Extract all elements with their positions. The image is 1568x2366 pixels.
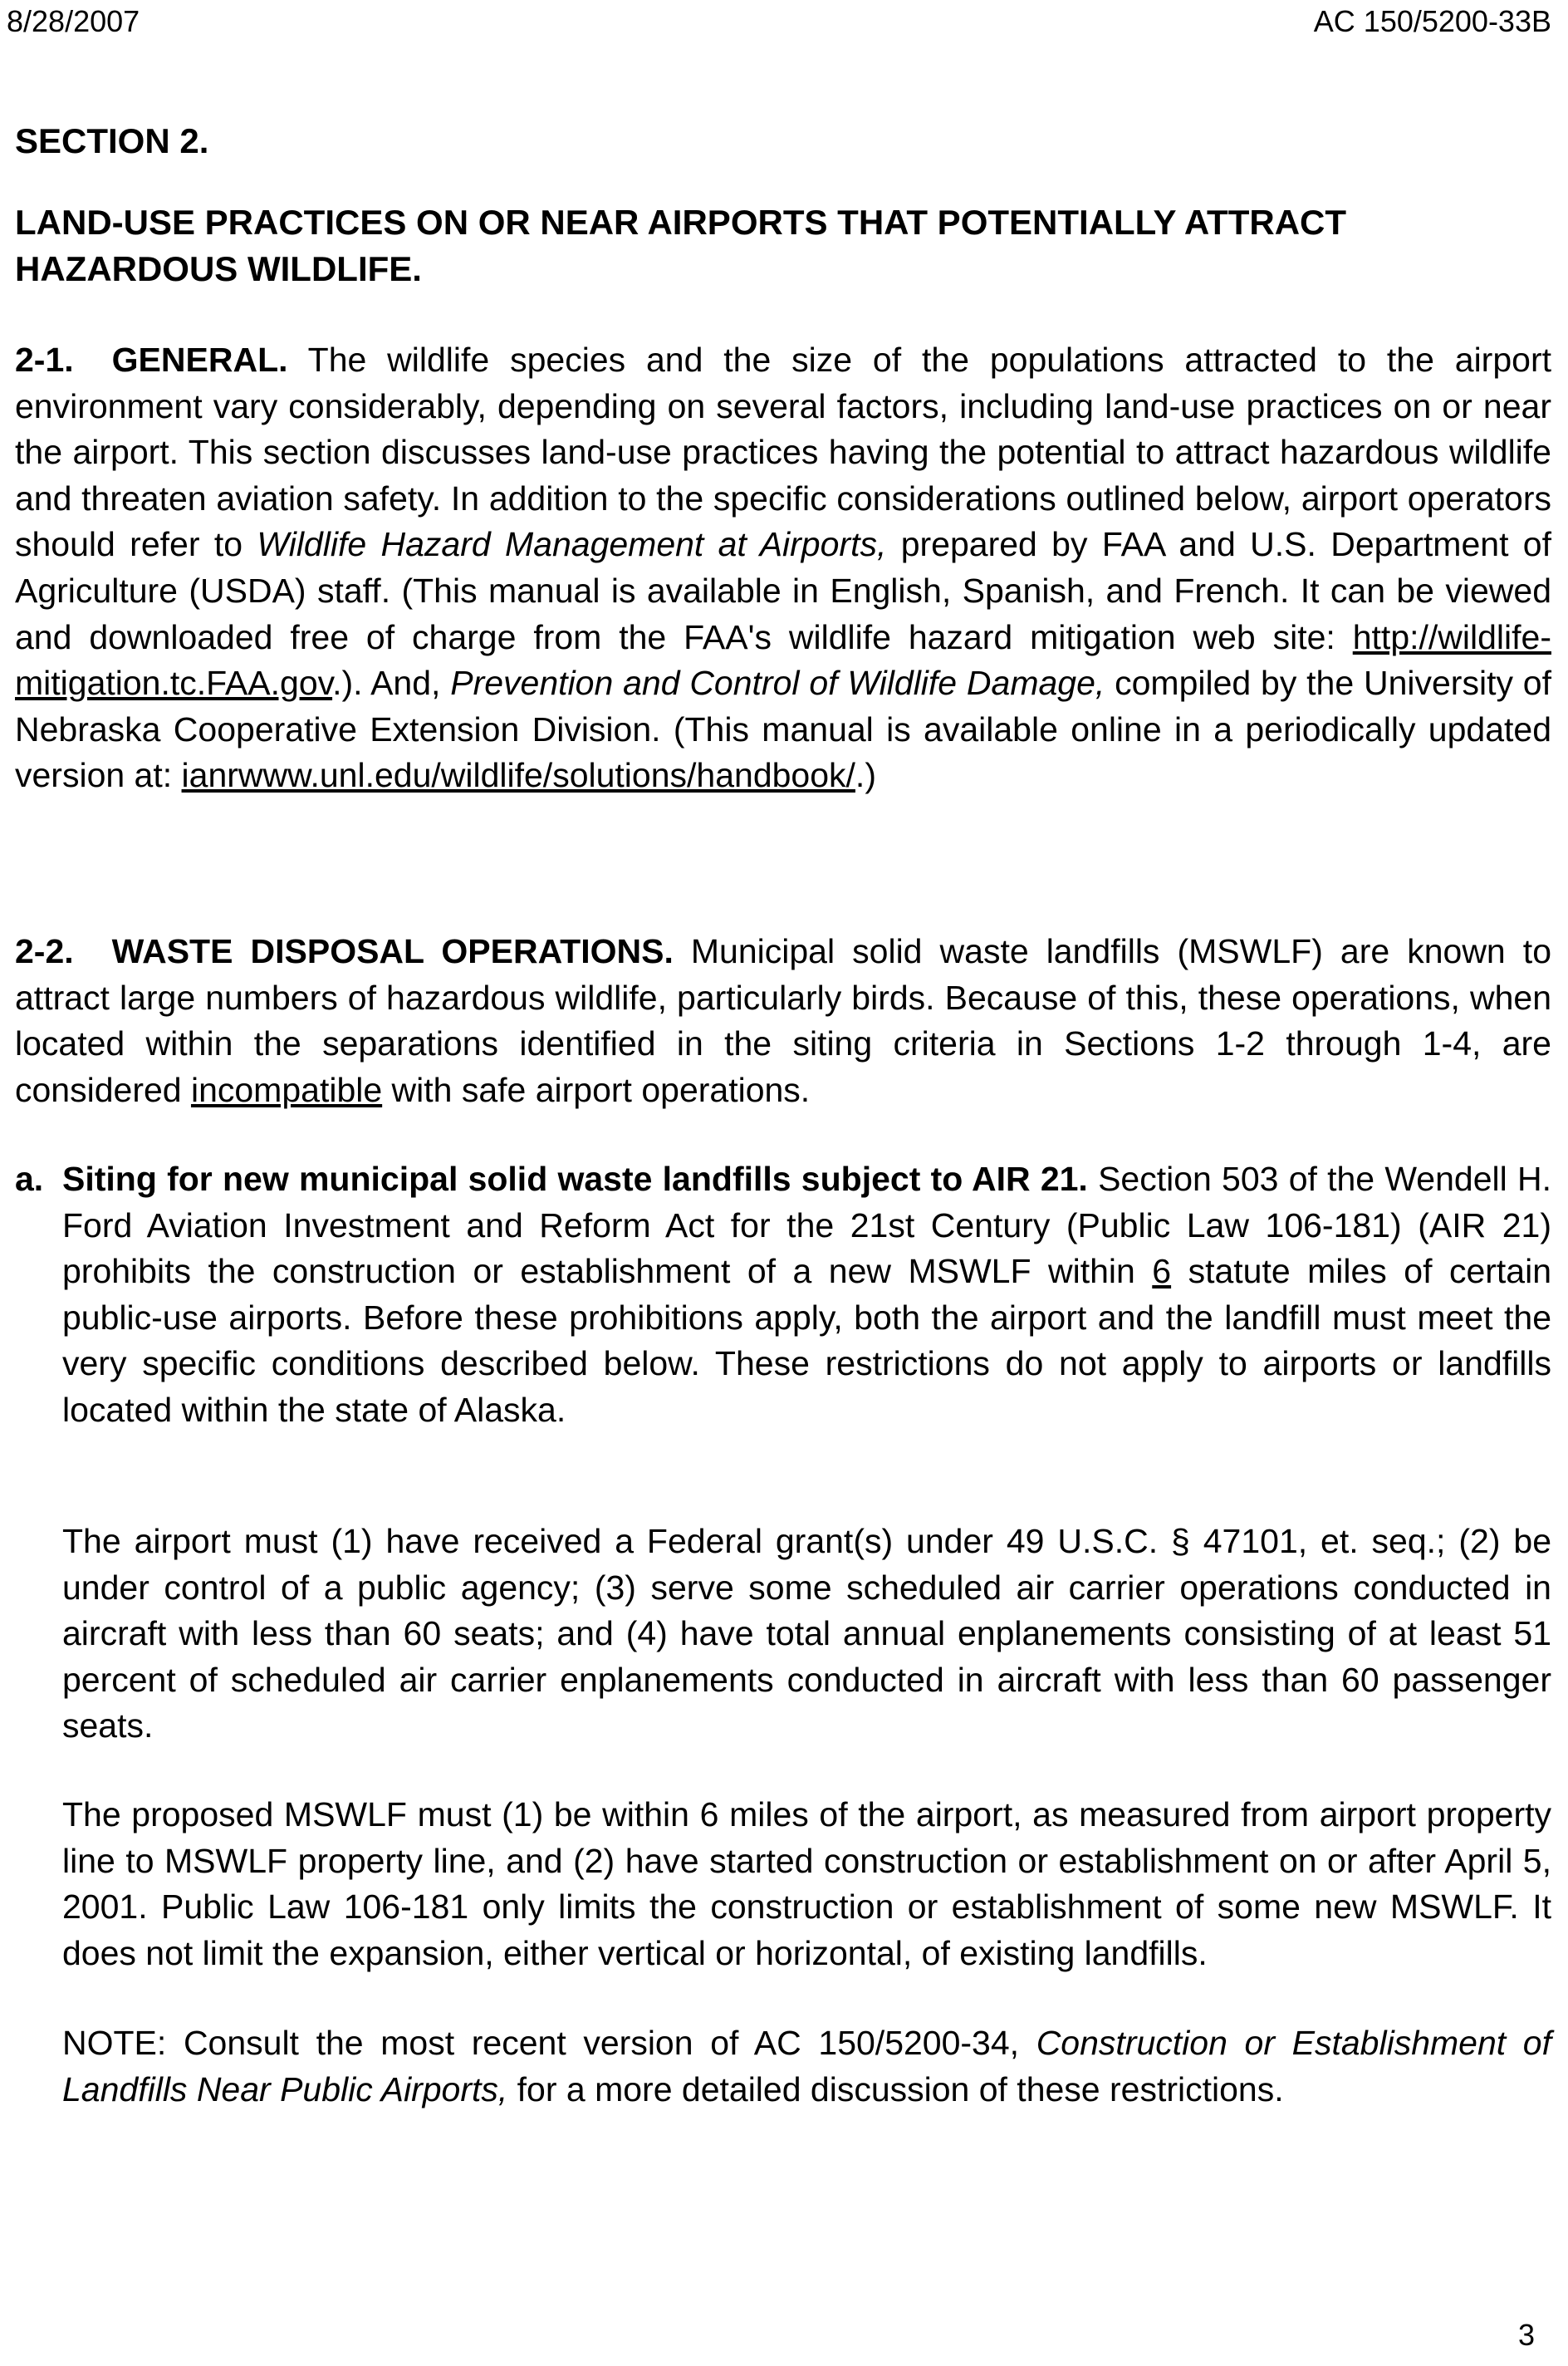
paragraph-text: .) [855, 756, 876, 795]
landfill-conditions-paragraph: The proposed MSWLF must (1) be within 6 miles of the airport, as measured from airport property line to MSWLF property line, and (2) have started construction or establishment on or after April 5, 2001. Public Law 106-181 only limits the construction or establishment of some new MSWLF. It does not limit the expansion, either vertical or horizontal, of existing landfills. [62, 1795, 1551, 1972]
paragraph-number: 2-1. [15, 341, 74, 379]
section-title: LAND-USE PRACTICES ON OR NEAR AIRPORTS THAT POTENTIALLY ATTRACT HAZARDOUS WILDLIFE. [15, 203, 1347, 288]
paragraph-text: compiled by the University of Nebraska Cooperative Extension Division. (This manual is available online in a periodically updated version at: [15, 664, 1551, 795]
item-body [62, 1156, 1551, 1434]
item-text: statute miles of certain public-use airports. Before these prohibitions apply, both the airport and the landfill must meet the very specific conditions described below. These restrictions do not apply to airports or landfills located within the state of Alaska. [62, 1252, 1551, 1429]
mitigation-website-link[interactable]: http://wildlife-mitigation.tc.FAA.gov [15, 617, 1551, 703]
paragraph-text: The wildlife species and the size of the populations attracted to the airport environment vary considerably, depending on several factors, including land-use practices on or near the airport. This section discusses land-use practices having the potential to attract hazardous wildlife and threaten aviation safety. In addition to the specific considerations outlined below, airport operators should refer to [15, 341, 1551, 564]
paragraph-text: .). And, [332, 664, 451, 703]
airport-conditions-paragraph: The airport must (1) have received a Federal grant(s) under 49 U.S.C. § 47101, et. seq.; (2) be under control of a public agency; (3) serve some scheduled air carrier operations conducted in aircraft with less than 60 seats; and (4) have total annual enplanements consisting of at least 51 percent of scheduled air carrier enplanements conducted in aircraft with less than 60 passenger seats. [62, 1522, 1551, 1745]
paragraph-2-1-general [15, 337, 1551, 902]
paragraph-number: 2-2. [15, 932, 74, 970]
item-text: Section 503 of the Wendell H. Ford Aviation Investment and Reform Act for the 21st Century (Public Law 106-181) (AIR 21) prohibits the construction or establishment of a new MSWLF within [62, 1160, 1551, 1291]
paragraph-heading: GENERAL. [111, 341, 288, 379]
paragraph-text: prepared by FAA and U.S. Department of Agriculture (USDA) staff. (This manual is available in English, Spanish, and French. It can be viewed and downloaded free of charge from the FAA's wildlife hazard mitigation web site: [15, 525, 1551, 656]
miles-value: 6 [1152, 1252, 1172, 1291]
emphasized-word: incompatible [190, 1070, 383, 1109]
note-text: for a more detailed discussion of these restrictions. [507, 2069, 1284, 2108]
handbook-link[interactable]: ianrwww.unl.edu/wildlife/solutions/handbook/ [181, 756, 855, 795]
reference-title: Wildlife Hazard Management at Airports, [257, 525, 887, 564]
page-number: 3 [1517, 2318, 1535, 2352]
header-date: 8/28/2007 [7, 4, 140, 38]
note-reference-title: Construction or Establishment of Landfills Near Public Airports, [62, 2024, 1551, 2108]
paragraph-text: Municipal solid waste landfills (MSWLF) are known to attract large numbers of hazardous wildlife, particularly birds. Because of this, these operations, when located within the separations identified in the siting criteria in Sections 1-2 through 1-4, are considered [15, 932, 1551, 1109]
header-document-id: AC 150/5200-33B [1313, 4, 1551, 38]
paragraph-2-2-waste-disposal [15, 929, 1551, 1120]
reference-title: Prevention and Control of Wildlife Damage, [450, 664, 1105, 703]
item-heading: Siting for new municipal solid waste landfills subject to AIR 21. [62, 1160, 1088, 1198]
item-a-siting [15, 1156, 1551, 1434]
note-text: NOTE: Consult the most recent version of AC 150/5200-34, [62, 2024, 1036, 2062]
section-label: SECTION 2. [15, 121, 209, 160]
paragraph-heading: WASTE DISPOSAL OPERATIONS. [111, 932, 674, 970]
note-paragraph [62, 2020, 1551, 2113]
paragraph-text: with safe airport operations. [382, 1070, 811, 1109]
item-marker: a. [15, 1160, 44, 1198]
